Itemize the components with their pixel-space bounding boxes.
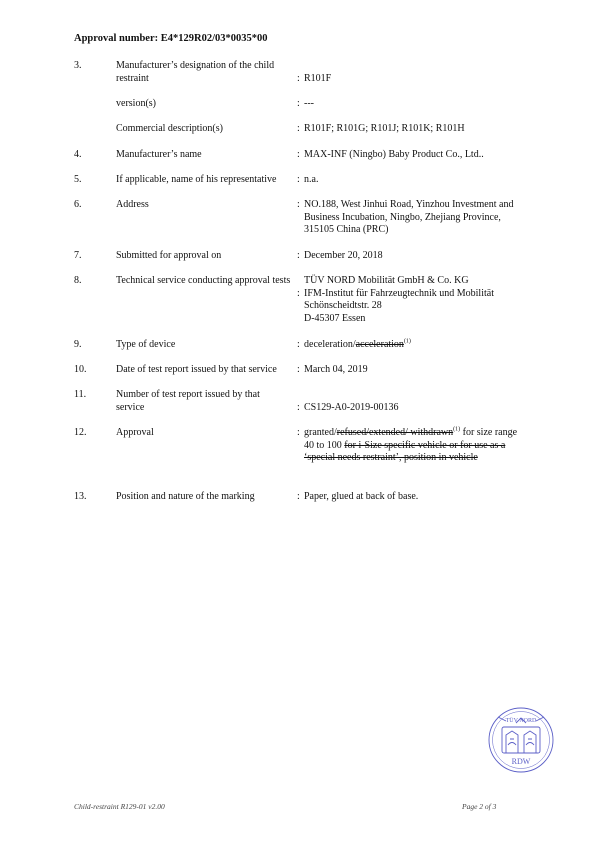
colon: :	[297, 98, 300, 109]
item-label: Submitted for approval on	[116, 250, 222, 261]
item-value: March 04, 2019	[304, 364, 368, 375]
item-value: n.a.	[304, 174, 319, 185]
stamp-bottom-text: RDW	[511, 757, 531, 766]
item-label: Commercial description(s)	[116, 123, 223, 134]
item-value: R101F	[304, 72, 332, 84]
item-label: Approval	[116, 427, 154, 438]
item-value: Paper, glued at back of base.	[304, 491, 419, 502]
item-number: 8.	[74, 275, 82, 286]
item-number: 4.	[74, 149, 82, 160]
colon: :	[297, 364, 300, 375]
item-value	[304, 339, 524, 352]
colon: :	[297, 427, 300, 438]
colon: :	[297, 250, 300, 261]
item-number: 12.	[74, 427, 87, 438]
colon: :	[297, 401, 300, 413]
item-label: Manufacturer’s designation of the child restraint	[116, 60, 275, 84]
selected-option: granted/	[304, 427, 337, 438]
item-number: 6.	[74, 199, 82, 210]
street-address: Schönscheidtstr. 28	[304, 300, 382, 312]
institute-name: IFM-Institut für Fahrzeugtechnik und Mobilität	[304, 287, 494, 299]
size-range: for size range 40 to 100	[304, 427, 518, 451]
footer-form-reference: Child-restraint R129-01 v2.00	[74, 802, 165, 811]
item-number: 10.	[74, 364, 87, 375]
colon: :	[297, 287, 300, 299]
item-label: version(s)	[116, 98, 156, 109]
item-label: Date of test report issued by that service	[116, 364, 277, 375]
item-label: Address	[116, 199, 149, 210]
rdw-stamp-icon	[486, 705, 556, 775]
item-value: MAX-INF (Ningbo) Baby Product Co., Ltd..	[304, 149, 484, 160]
item-label: Technical service conducting approval tests	[116, 275, 291, 286]
colon: :	[297, 339, 300, 350]
footnote-ref: (1)	[453, 426, 461, 433]
footnote-ref: (1)	[403, 338, 411, 345]
selected-option: deceleration/	[304, 339, 356, 350]
stamp-top-text: TÜV NORD	[505, 718, 537, 724]
item-value: R101F; R101G; R101J; R101K; R101H	[304, 123, 465, 134]
approval-number-heading: Approval number: E4*129R02/03*0035*00	[74, 33, 268, 44]
item-label: Manufacturer’s name	[116, 149, 202, 160]
colon: :	[297, 72, 300, 84]
colon: :	[297, 174, 300, 185]
item-label: Number of test report issued by that service	[116, 389, 260, 413]
item-number: 7.	[74, 250, 82, 261]
struck-clause: for i-Size specific vehicle or for use as a ‘special needs restraint’, position in vehicle	[304, 439, 506, 464]
item-number: 9.	[74, 339, 82, 350]
postal-city: D-45307 Essen	[304, 312, 366, 324]
item-label: Position and nature of the marking	[116, 491, 255, 502]
item-value: December 20, 2018	[304, 250, 383, 261]
item-value: CS129-A0-2019-00136	[304, 401, 399, 413]
item-label: Type of device	[116, 339, 176, 350]
item-label: If applicable, name of his representative	[116, 174, 277, 185]
colon: :	[297, 149, 300, 160]
colon: :	[297, 123, 300, 134]
item-value: ---	[304, 98, 314, 109]
item-number: 3.	[74, 60, 82, 71]
service-name: TÜV NORD Mobilität GmbH & Co. KG	[304, 275, 469, 286]
colon: :	[297, 199, 300, 210]
colon: :	[297, 491, 300, 502]
struck-option: acceleration	[355, 339, 404, 350]
item-number: 13.	[74, 491, 87, 502]
item-number: 5.	[74, 174, 82, 185]
item-value	[304, 275, 544, 325]
item-value: NO.188, West Jinhui Road, Yinzhou Investment and Business Incubation, Ningbo, Zhejiang Province, 315105 China (PRC)	[304, 199, 514, 236]
struck-options: refused/extended/ withdrawn	[336, 427, 454, 438]
item-value	[304, 427, 526, 465]
item-number: 11.	[74, 389, 87, 400]
footer-page-number: Page 2 of 3	[462, 802, 497, 811]
